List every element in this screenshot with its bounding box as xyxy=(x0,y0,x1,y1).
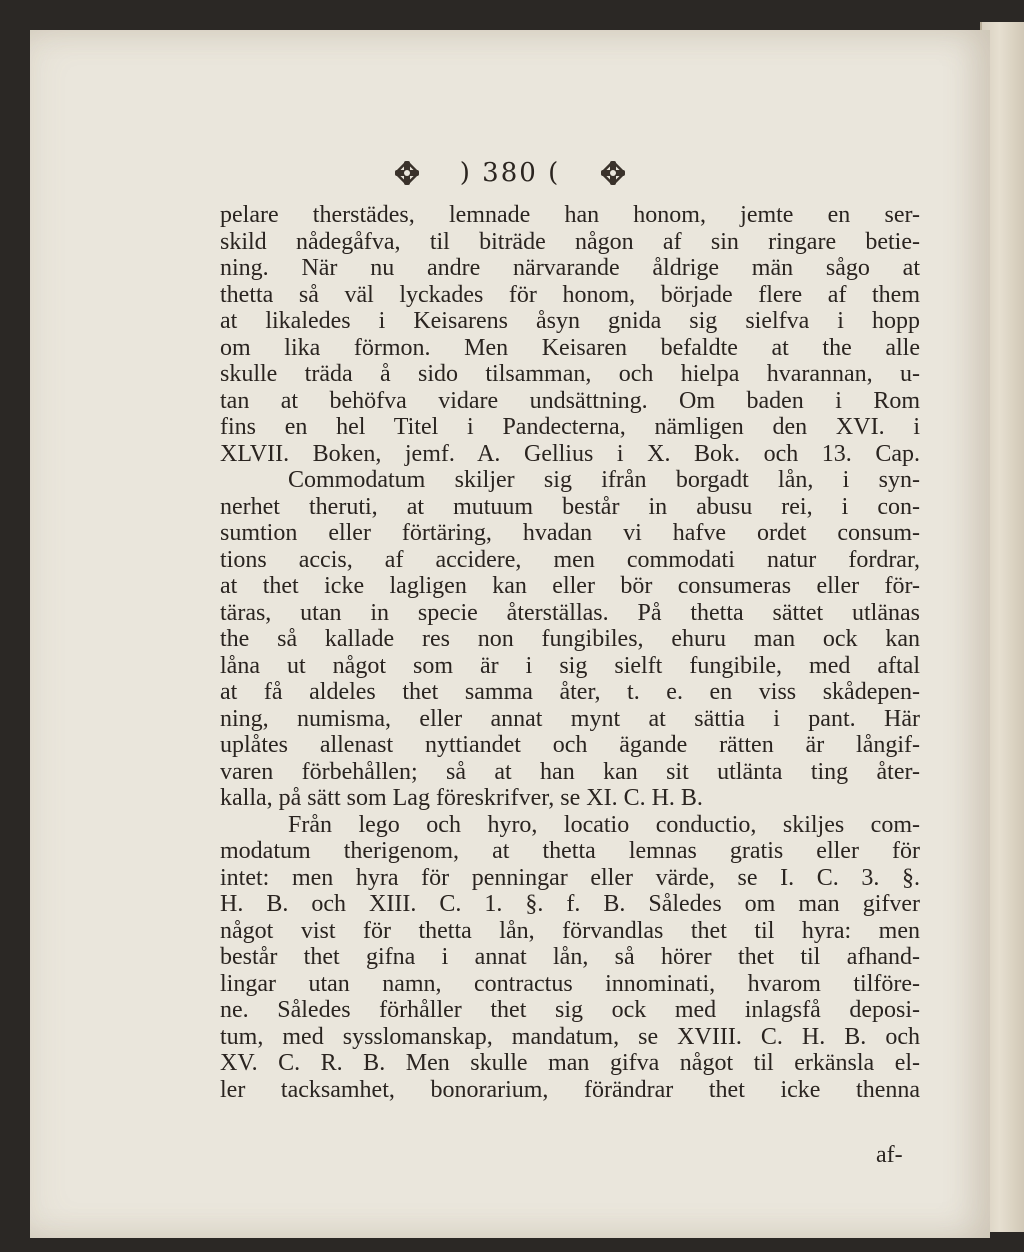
text-line: består thet gifna i annat lån, så hörer thet til afhand- xyxy=(220,944,920,970)
text-line: at thet icke lagligen kan eller bör consumeras eller för- xyxy=(220,573,920,599)
page-header xyxy=(30,158,990,188)
text-line: tan at behöfva vidare undsättning. Om baden i Rom xyxy=(220,387,920,414)
fleuron-icon xyxy=(393,159,421,187)
text-line: uplåtes allenast nyttiandet och ägande rätten är långif- xyxy=(220,732,920,758)
page-number: ) 380 ( xyxy=(459,158,561,188)
text-line: ler tacksamhet, bonorarium, förändrar thet icke thenna xyxy=(220,1076,920,1103)
text-line: täras, utan in specie återställas. På thetta sättet utlänas xyxy=(220,599,920,626)
page-body-text xyxy=(220,202,920,1103)
text-line: pelare therstädes, lemnade han honom, jemte en ser- xyxy=(220,202,920,228)
text-line: ning, numisma, eller annat mynt at sättia i pant. Här xyxy=(220,705,920,732)
text-line: thetta så väl lyckades för honom, började flere af them xyxy=(220,281,920,308)
catchword: af- xyxy=(876,1142,903,1168)
text-line: ne. Således förhåller thet sig ock med inlagsfå deposi- xyxy=(220,997,920,1023)
text-line: H. B. och XIII. C. 1. §. f. B. Således om man gifver xyxy=(220,891,920,917)
text-line: at likaledes i Keisarens åsyn gnida sig sielfva i hopp xyxy=(220,308,920,334)
text-line: låna ut något som är i sig sielft fungibile, med aftal xyxy=(220,652,920,679)
text-line: XV. C. R. B. Men skulle man gifva något til erkänsla el- xyxy=(220,1050,920,1076)
text-line: XLVII. Boken, jemf. A. Gellius i X. Bok. och 13. Cap. xyxy=(220,440,920,467)
text-line: ning. När nu andre närvarande åldrige män sågo at xyxy=(220,255,920,281)
text-line: Commodatum skiljer sig ifrån borgadt lån, i syn- xyxy=(288,467,920,493)
text-line: the så kallade res non fungibiles, ehuru man ock kan xyxy=(220,626,920,652)
text-line: lingar utan namn, contractus innominati, hvarom tilföre- xyxy=(220,970,920,997)
text-line: skulle träda å sido tilsamman, och hielpa hvarannan, u- xyxy=(220,361,920,387)
text-line: skild nådegåfva, til biträde någon af sin ringare betie- xyxy=(220,228,920,255)
text-line: at få aldeles thet samma åter, t. e. en viss skådepen- xyxy=(220,679,920,705)
book-page xyxy=(30,30,990,1238)
text-line: intet: men hyra för penningar eller värde, se I. C. 3. §. xyxy=(220,864,920,891)
text-line: tum, med sysslomanskap, mandatum, se XVIII. C. H. B. och xyxy=(220,1023,920,1050)
text-line: kalla, på sätt som Lag föreskrifver, se XI. C. H. B. xyxy=(220,785,703,811)
text-line: nerhet theruti, at mutuum består in abusu rei, i con- xyxy=(220,493,920,520)
text-line: modatum therigenom, at thetta lemnas gratis eller för xyxy=(220,838,920,864)
text-line: om lika förmon. Men Keisaren befaldte at the alle xyxy=(220,334,920,361)
text-line: fins en hel Titel i Pandecterna, nämligen den XVI. i xyxy=(220,414,920,440)
text-line: sumtion eller förtäring, hvadan vi hafve ordet consum- xyxy=(220,520,920,546)
text-line: tions accis, af accidere, men commodati natur fordrar, xyxy=(220,546,920,573)
text-line: varen förbehållen; så at han kan sit utlänta ting åter- xyxy=(220,758,920,785)
fleuron-icon xyxy=(599,159,627,187)
text-line: något vist för thetta lån, förvandlas thet til hyra: men xyxy=(220,917,920,944)
text-line: Från lego och hyro, locatio conductio, skiljes com- xyxy=(288,811,920,838)
